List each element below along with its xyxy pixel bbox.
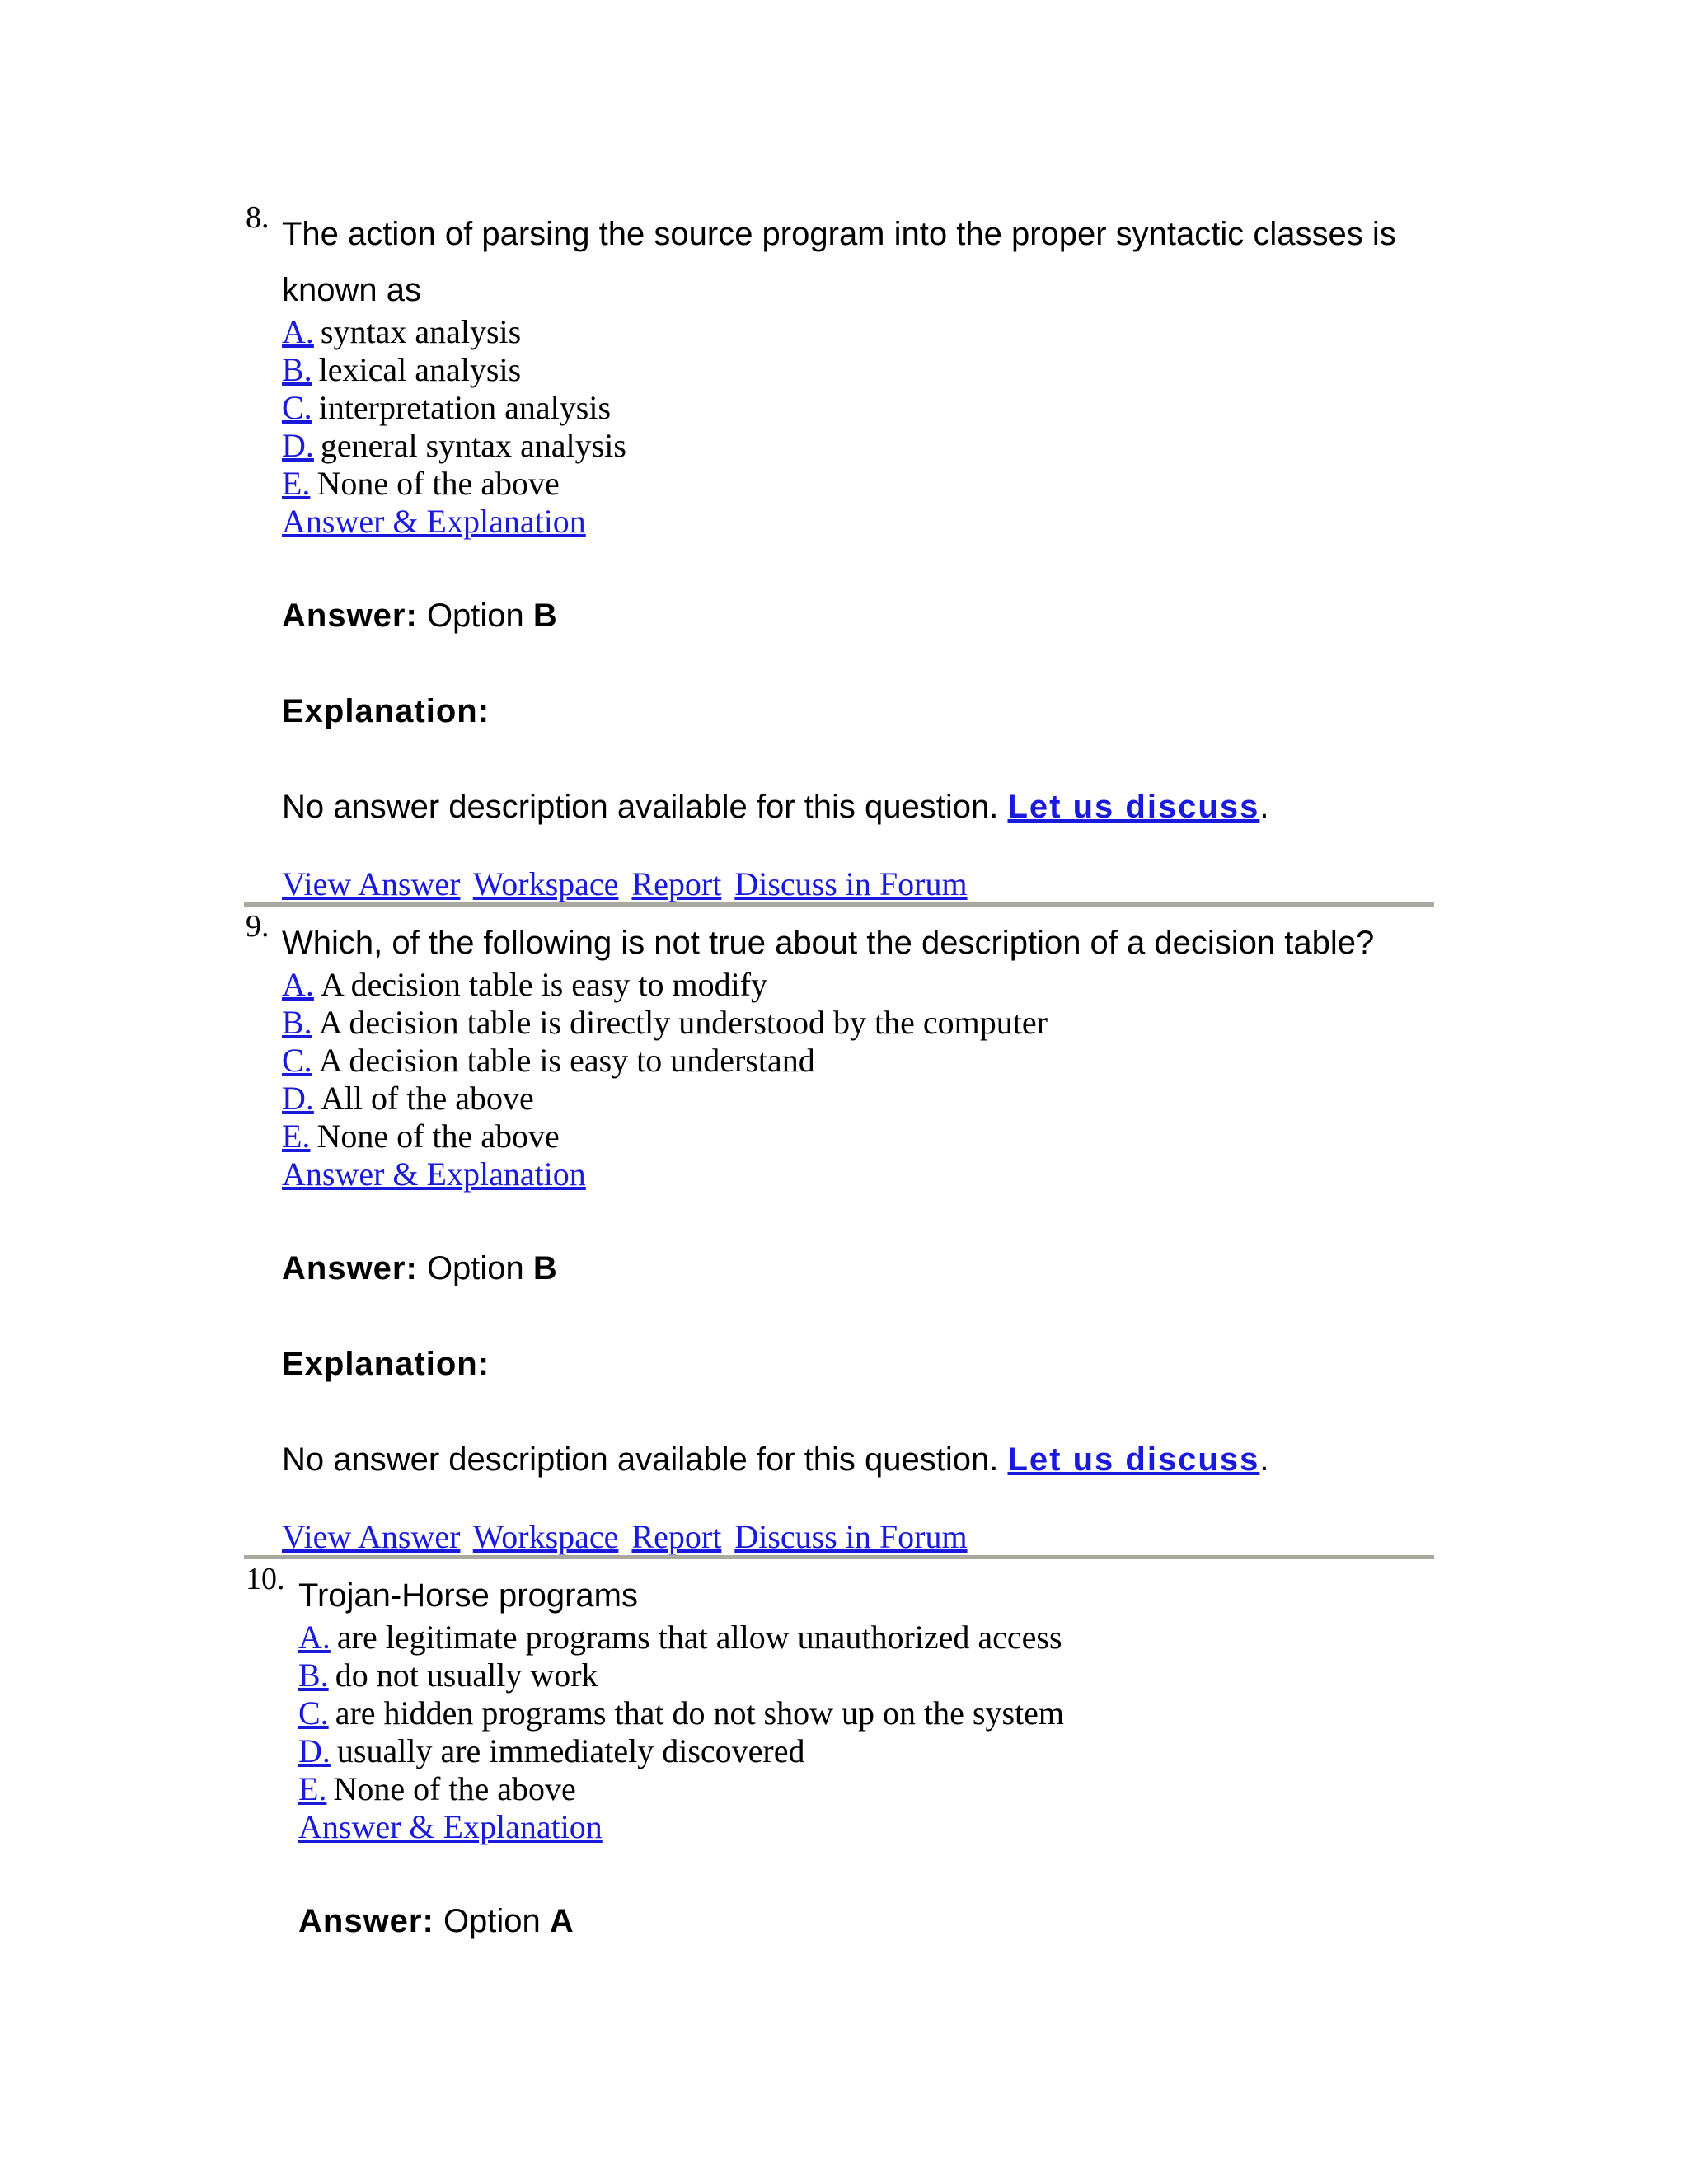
explanation-body: No answer description available for this question. bbox=[282, 1441, 999, 1478]
discuss-in-forum-link[interactable]: Discuss in Forum bbox=[734, 1518, 968, 1555]
option-d-link[interactable]: D. bbox=[282, 427, 314, 464]
option-c-link[interactable]: C. bbox=[298, 1694, 329, 1732]
option-c bbox=[282, 1042, 1048, 1080]
option-b-text: A decision table is directly understood by the computer bbox=[318, 1004, 1048, 1041]
explanation-text: No answer description available for this question. Let us discuss. bbox=[282, 789, 1269, 825]
workspace-link[interactable]: Workspace bbox=[472, 865, 619, 902]
question-actions bbox=[282, 1518, 973, 1556]
answer-explanation-link[interactable]: Answer & Explanation bbox=[282, 503, 586, 540]
view-answer-link[interactable]: View Answer bbox=[282, 1518, 461, 1555]
options-list bbox=[298, 1619, 1064, 1808]
option-c bbox=[298, 1694, 1064, 1732]
option-d-text: usually are immediately discovered bbox=[336, 1732, 805, 1769]
option-d-text: All of the above bbox=[320, 1080, 534, 1117]
answer-line bbox=[298, 1902, 574, 1940]
option-d-link[interactable]: D. bbox=[298, 1732, 331, 1769]
option-d bbox=[298, 1732, 1064, 1770]
explanation-body: No answer description available for this question. bbox=[282, 789, 999, 825]
option-a bbox=[298, 1619, 1064, 1657]
question-text: Which, of the following is not true about the description of a decision table? bbox=[282, 925, 1375, 961]
question-actions bbox=[282, 865, 973, 903]
option-c-text: A decision table is easy to understand bbox=[318, 1042, 815, 1079]
question-divider bbox=[244, 1555, 1434, 1559]
options-list bbox=[282, 313, 626, 503]
answer-value: B bbox=[532, 598, 557, 634]
option-c-link[interactable]: C. bbox=[282, 389, 312, 426]
question-divider bbox=[244, 902, 1434, 907]
option-b bbox=[298, 1657, 1064, 1694]
option-b-text: do not usually work bbox=[335, 1657, 598, 1694]
option-d-text: general syntax analysis bbox=[320, 427, 626, 464]
explanation-text: No answer description available for this question. Let us discuss. bbox=[282, 1441, 1269, 1478]
option-c bbox=[282, 389, 626, 427]
option-c-link[interactable]: C. bbox=[282, 1042, 312, 1079]
option-d-link[interactable]: D. bbox=[282, 1080, 314, 1117]
question-number: 9. bbox=[246, 909, 270, 944]
option-e bbox=[282, 1118, 1048, 1155]
explanation-heading: Explanation: bbox=[282, 693, 490, 729]
option-a-link[interactable]: A. bbox=[282, 966, 314, 1003]
options-list bbox=[282, 966, 1048, 1155]
option-a-link[interactable]: A. bbox=[282, 313, 314, 350]
option-d bbox=[282, 427, 626, 465]
answer-prefix: Option bbox=[426, 1250, 524, 1286]
option-b-link[interactable]: B. bbox=[298, 1657, 329, 1694]
option-e-link[interactable]: E. bbox=[282, 465, 311, 502]
question-text: The action of parsing the source program into the proper syntactic classes is known as bbox=[282, 216, 1396, 308]
answer-explanation-link[interactable]: Answer & Explanation bbox=[298, 1808, 603, 1845]
report-link[interactable]: Report bbox=[631, 1518, 722, 1555]
explanation-heading: Explanation: bbox=[282, 1346, 490, 1382]
option-c-text: interpretation analysis bbox=[318, 389, 612, 426]
question-text: Trojan-Horse programs bbox=[298, 1577, 638, 1614]
option-a-link[interactable]: A. bbox=[298, 1619, 331, 1656]
option-d bbox=[282, 1080, 1048, 1118]
report-link[interactable]: Report bbox=[631, 865, 722, 902]
let-us-discuss-link[interactable]: Let us discuss bbox=[1007, 789, 1260, 825]
option-e-text: None of the above bbox=[333, 1770, 576, 1807]
view-answer-link[interactable]: View Answer bbox=[282, 865, 461, 902]
answer-line bbox=[282, 597, 557, 635]
option-b bbox=[282, 1004, 1048, 1042]
answer-explanation-link[interactable]: Answer & Explanation bbox=[282, 1155, 586, 1193]
workspace-link[interactable]: Workspace bbox=[472, 1518, 619, 1555]
option-b-text: lexical analysis bbox=[318, 351, 522, 388]
answer-value: B bbox=[532, 1250, 557, 1286]
option-a bbox=[282, 966, 1048, 1004]
option-a-text: are legitimate programs that allow unauthorized access bbox=[336, 1619, 1062, 1656]
discuss-in-forum-link[interactable]: Discuss in Forum bbox=[734, 865, 968, 902]
option-b-link[interactable]: B. bbox=[282, 1004, 312, 1041]
option-e-link[interactable]: E. bbox=[282, 1118, 311, 1155]
option-a bbox=[282, 313, 626, 351]
option-b bbox=[282, 351, 626, 389]
option-e-link[interactable]: E. bbox=[298, 1770, 327, 1807]
option-a-text: syntax analysis bbox=[320, 313, 522, 350]
option-c-text: are hidden programs that do not show up on the system bbox=[335, 1694, 1064, 1732]
option-a-text: A decision table is easy to modify bbox=[320, 966, 768, 1003]
option-e-text: None of the above bbox=[316, 465, 560, 502]
answer-label: Answer: bbox=[282, 598, 418, 634]
answer-prefix: Option bbox=[426, 598, 524, 634]
let-us-discuss-link[interactable]: Let us discuss bbox=[1007, 1441, 1260, 1478]
option-e bbox=[282, 465, 626, 503]
answer-line bbox=[282, 1249, 557, 1287]
question-number: 8. bbox=[246, 200, 270, 235]
answer-prefix: Option bbox=[443, 1903, 541, 1939]
option-e bbox=[298, 1770, 1064, 1808]
answer-label: Answer: bbox=[282, 1250, 418, 1286]
option-b-link[interactable]: B. bbox=[282, 351, 312, 388]
answer-label: Answer: bbox=[298, 1903, 434, 1939]
answer-value: A bbox=[549, 1903, 574, 1939]
option-e-text: None of the above bbox=[316, 1118, 560, 1155]
question-number: 10. bbox=[246, 1562, 285, 1596]
